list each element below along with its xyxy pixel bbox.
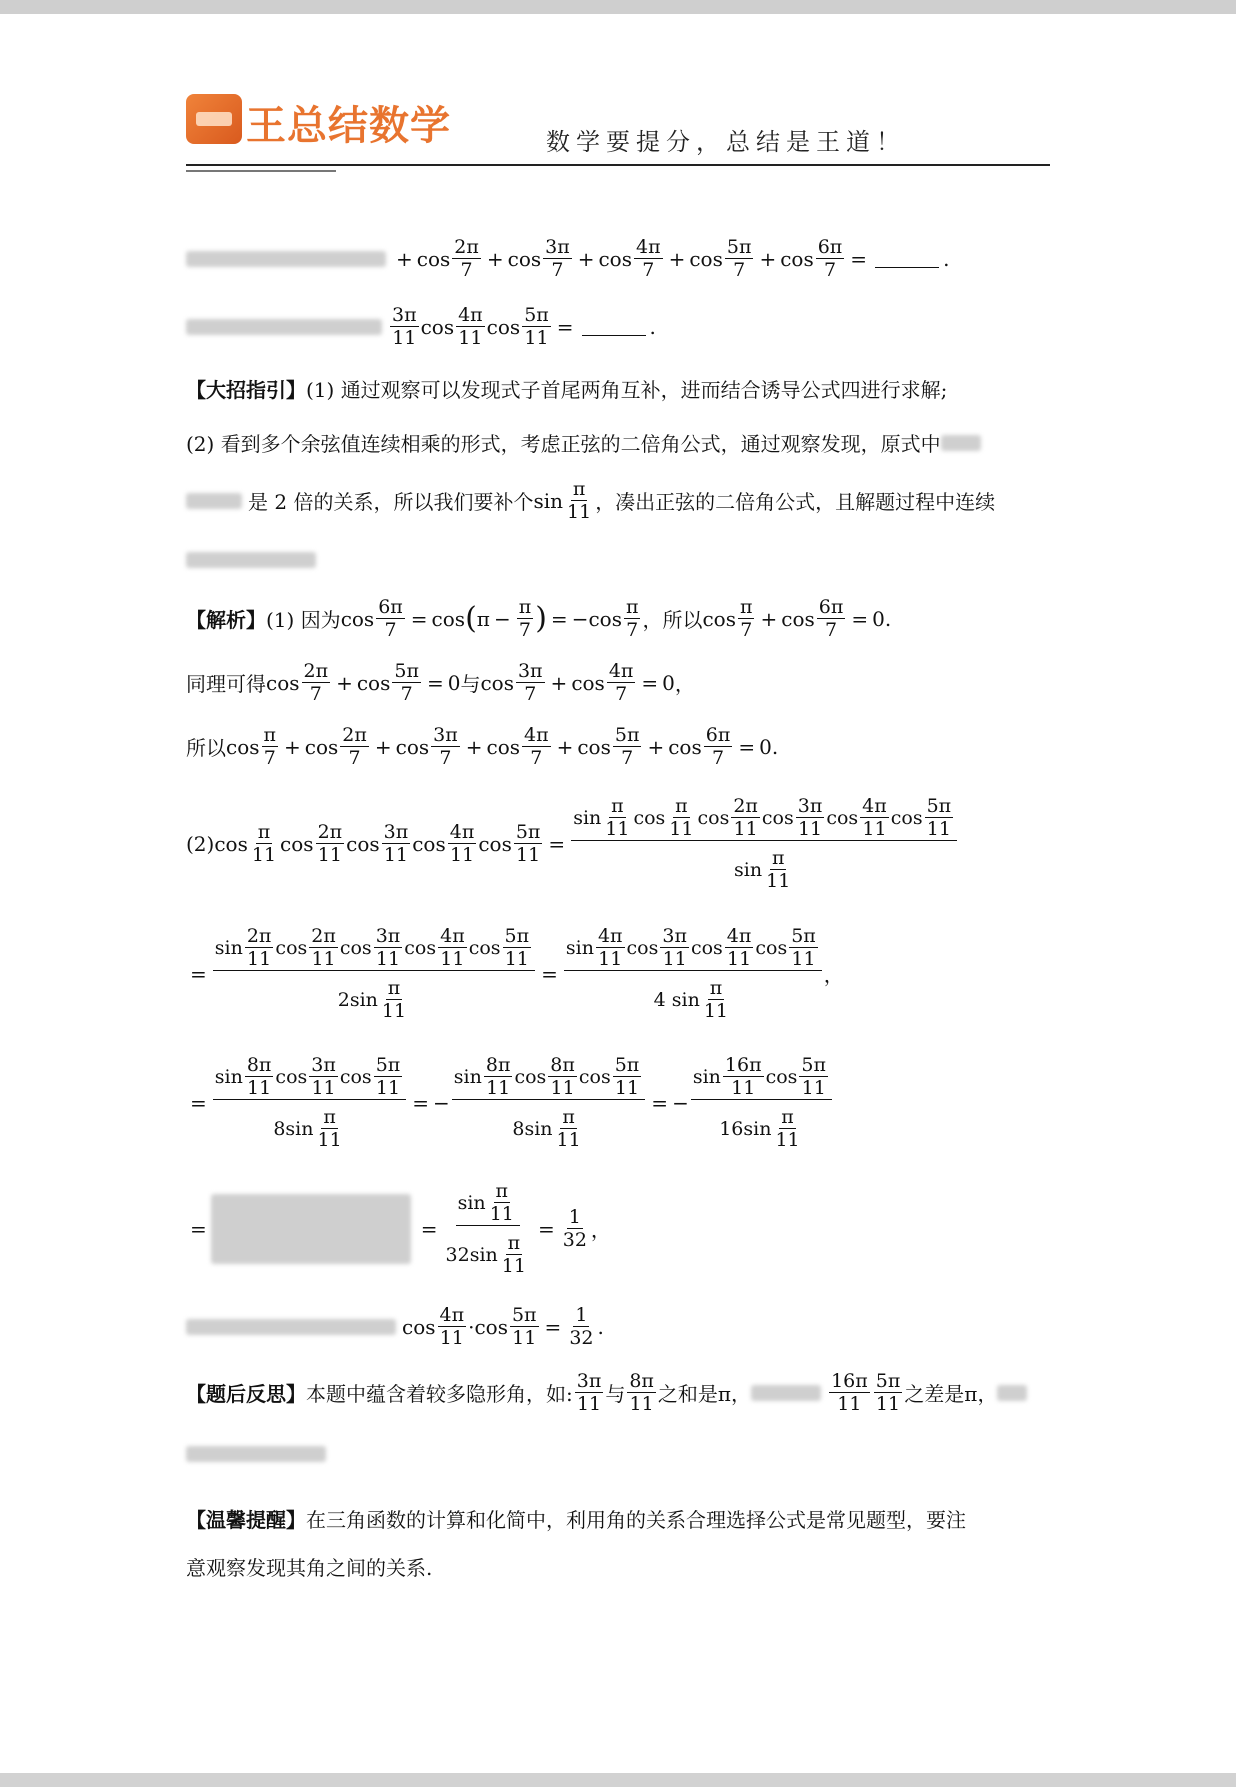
reflection-line-2: [186, 1446, 332, 1462]
blurred-text: [186, 319, 382, 335]
problem-line-2: $\frac{3\pi}{11}$ cos $\frac{4\pi}{11}$ cos $\frac{5\pi}{11}$ = .: [186, 304, 656, 349]
fraction: $\frac{4\pi}{11}$: [458, 304, 483, 349]
blurred-text: [186, 251, 386, 267]
fraction: $\frac{5\pi}{7}$: [394, 660, 419, 705]
fraction: $\frac{5\pi}{7}$: [614, 724, 640, 769]
fraction: $\frac{3\pi}{11}$: [576, 1370, 602, 1415]
blurred-text: [186, 493, 242, 509]
fraction: $\frac{3\pi}{7}$: [517, 660, 543, 705]
header-divider: [186, 164, 1050, 166]
fraction: $\frac{6\pi}{7}$: [378, 596, 403, 641]
guide-line-2: (2) 看到多个余弦值连续相乘的形式，考虑正弦的二倍角公式，通过观察发现，原式中: [186, 428, 987, 457]
logo-icon: [186, 94, 242, 144]
fraction: $\frac{6\pi}{7}$: [817, 236, 843, 281]
answer-blank: [582, 317, 646, 336]
fraction: $\frac{2\pi}{11}$: [317, 821, 343, 866]
fraction: $\frac{6\pi}{7}$: [705, 724, 731, 769]
answer-blank: [875, 249, 939, 268]
tip-line-2: 意观察发现其角之间的关系.: [186, 1556, 433, 1580]
logo-text: 王总结数学: [246, 103, 451, 149]
solution-line-4: (2) cos $\frac{\pi}{11}$ cos $\frac{2\pi}{11}$ cos $\frac{3\pi}{11}$ cos $\frac{4\pi}{11}$ cos $\frac{5\pi}{11}$ = sin $\frac{\pi}{11}$ cos $\frac{\pi}{11}$ cos $\frac{2\pi}{11}$ cos $\frac{3\pi}{11}$ cos $\frac{4\pi}{11}$ cos $\frac{5\pi}{11}$ sin $\frac{\pi}{11}$: [186, 795, 959, 892]
blurred-text: [941, 435, 981, 451]
fraction: $\frac{3\pi}{7}$: [545, 236, 570, 281]
fraction: $\frac{4\pi}{11}$: [439, 1304, 465, 1349]
fraction: $\frac{1}{32}$: [562, 1206, 587, 1251]
blurred-text: [997, 1385, 1027, 1401]
blurred-text: [186, 552, 316, 568]
fraction: $\frac{\pi}{7}$: [518, 596, 532, 641]
blurred-text: [211, 1194, 411, 1264]
page-header: [186, 92, 1050, 170]
big-fraction: sin $\frac{2\pi}{11}$ cos $\frac{2\pi}{11}$ cos $\frac{3\pi}{11}$ cos $\frac{4\pi}{11}$ cos $\frac{5\pi}{11}$ 2sin $\frac{\pi}{11}$: [213, 925, 535, 1022]
header-divider-short: [186, 170, 336, 172]
fraction: $\frac{3\pi}{7}$: [433, 724, 458, 769]
blurred-text: [751, 1385, 821, 1401]
reflection-line-1: 【题后反思】 本题中蕴含着较多隐形角，如: $\frac{3\pi}{11}$ 与 $\frac{8\pi}{11}$ 之和是π， $\frac{16\pi}{11}$ $\frac{5\pi}{11}$ 之差是π，: [186, 1370, 1033, 1415]
fraction: $\frac{1}{32}$: [569, 1304, 594, 1349]
blurred-text: [186, 1319, 396, 1335]
fraction: $\frac{8\pi}{11}$: [629, 1370, 654, 1415]
guide-line-3: 是 2 倍的关系，所以我们要补个 sin $\frac{\pi}{11}$ ，凑出正弦的二倍角公式，且解题过程中连续: [186, 478, 995, 523]
solution-line-8: cos $\frac{4\pi}{11}$ · cos $\frac{5\pi}{11}$ = $\frac{1}{32}$ .: [186, 1304, 604, 1349]
bottom-scrollbar[interactable]: [0, 1773, 1236, 1787]
solution-line-3: 所以 cos $\frac{\pi}{7}$ + cos $\frac{2\pi}{7}$ + cos $\frac{3\pi}{7}$ + cos $\frac{4\pi}{7}$ + cos $\frac{5\pi}{7}$ + cos $\frac{6\pi}{7}$ = 0 .: [186, 724, 779, 769]
big-fraction: sin $\frac{4\pi}{11}$ cos $\frac{3\pi}{11}$ cos $\frac{4\pi}{11}$ cos $\frac{5\pi}{11}$ 4 sin $\frac{\pi}{11}$: [564, 925, 822, 1022]
fraction: $\frac{4\pi}{11}$: [449, 821, 475, 866]
problem-line-1: + cos $\frac{2\pi}{7}$ + cos $\frac{3\pi}{7}$ + cos $\frac{4\pi}{7}$ + cos $\frac{5\pi}{7}$ + cos $\frac{6\pi}{7}$ = .: [186, 236, 949, 281]
fraction: $\frac{5\pi}{11}$: [511, 1304, 537, 1349]
big-fraction: sin $\frac{\pi}{11}$ 32sin $\frac{\pi}{11}$: [445, 1180, 526, 1277]
fraction: $\frac{\pi}{11}$: [567, 478, 592, 523]
fraction: $\frac{5\pi}{7}$: [726, 236, 752, 281]
fraction: $\frac{4\pi}{7}$: [636, 236, 661, 281]
big-fraction: sin $\frac{8\pi}{11}$ cos $\frac{3\pi}{11}$ cos $\frac{5\pi}{11}$ 8sin $\frac{\pi}{11}$: [213, 1054, 407, 1151]
big-fraction: sin $\frac{16\pi}{11}$ cos $\frac{5\pi}{11}$ 16sin $\frac{\pi}{11}$: [691, 1054, 832, 1151]
top-scrollbar[interactable]: [0, 0, 1236, 14]
fraction: $\frac{\pi}{7}$: [625, 596, 639, 641]
fraction: $\frac{2\pi}{7}$: [303, 660, 329, 705]
guide-line-4: [186, 552, 322, 568]
fraction: $\frac{6\pi}{7}$: [818, 596, 844, 641]
solution-tag: 【解析】: [186, 608, 266, 632]
blurred-text: [186, 1446, 326, 1462]
fraction: $\frac{2\pi}{7}$: [342, 724, 367, 769]
solution-line-7: = = sin $\frac{\pi}{11}$ 32sin $\frac{\pi}{11}$ = $\frac{1}{32}$ ，: [190, 1180, 611, 1277]
fraction: $\frac{3\pi}{11}$: [392, 304, 417, 349]
fraction: $\frac{16\pi}{11}$: [831, 1370, 868, 1415]
fraction: $\frac{\pi}{7}$: [739, 596, 753, 641]
fraction: $\frac{\pi}{11}$: [251, 821, 277, 866]
fraction: $\frac{4\pi}{7}$: [608, 660, 634, 705]
solution-line-2: 同理可得 cos $\frac{2\pi}{7}$ + cos $\frac{5\pi}{7}$ = 0 与 cos $\frac{3\pi}{7}$ + cos $\frac{4\pi}{7}$ = 0 ，: [186, 660, 695, 705]
reflection-tag: 【题后反思】: [186, 1382, 306, 1406]
fraction: $\frac{5\pi}{11}$: [515, 821, 541, 866]
header-slogan: 数学要提分，总结是王道！: [546, 128, 906, 156]
fraction: $\frac{3\pi}{11}$: [383, 821, 409, 866]
guide-tag: 【大招指引】: [186, 378, 306, 402]
solution-line-1: 【解析】 (1) 因为 cos $\frac{6\pi}{7}$ = cos ( π − $\frac{\pi}{7}$ ) = − cos $\frac{\pi}{7}$ ，所以 cos $\frac{\pi}{7}$ + cos $\frac{6\pi}{7}$ = 0 .: [186, 596, 892, 641]
big-fraction: sin $\frac{\pi}{11}$ cos $\frac{\pi}{11}$ cos $\frac{2\pi}{11}$ cos $\frac{3\pi}{11}$ cos $\frac{4\pi}{11}$ cos $\frac{5\pi}{11}$ sin $\frac{\pi}{11}$: [571, 795, 957, 892]
guide-line-1: 【大招指引】 (1) 通过观察可以发现式子首尾两角互补，进而结合诱导公式四进行求解;: [186, 374, 947, 403]
fraction: $\frac{4\pi}{7}$: [524, 724, 549, 769]
solution-line-5: = sin $\frac{2\pi}{11}$ cos $\frac{2\pi}{11}$ cos $\frac{3\pi}{11}$ cos $\frac{4\pi}{11}$ cos $\frac{5\pi}{11}$ 2sin $\frac{\pi}{11}$ = sin $\frac{4\pi}{11}$ cos $\frac{3\pi}{11}$ cos $\frac{4\pi}{11}$ cos $\frac{5\pi}{11}$ 4 sin $\frac{\pi}{11}$ ，: [190, 925, 844, 1022]
solution-line-6: = sin $\frac{8\pi}{11}$ cos $\frac{3\pi}{11}$ cos $\frac{5\pi}{11}$ 8sin $\frac{\pi}{11}$ = − sin $\frac{8\pi}{11}$ cos $\frac{8\pi}{11}$ cos $\frac{5\pi}{11}$ 8sin $\frac{\pi}{11}$ = − sin $\frac{16\pi}{11}$ cos $\frac{5\pi}{11}$ 16sin $\frac{\pi}{11}$: [186, 1054, 834, 1151]
big-fraction: sin $\frac{8\pi}{11}$ cos $\frac{8\pi}{11}$ cos $\frac{5\pi}{11}$ 8sin $\frac{\pi}{11}$: [452, 1054, 646, 1151]
fraction: $\frac{2\pi}{7}$: [454, 236, 479, 281]
fraction: $\frac{5\pi}{11}$: [524, 304, 549, 349]
fraction: $\frac{\pi}{7}$: [263, 724, 277, 769]
tip-tag: 【温馨提醒】: [186, 1508, 306, 1532]
fraction: $\frac{5\pi}{11}$: [875, 1370, 901, 1415]
tip-line-1: 【温馨提醒】 在三角函数的计算和化简中，利用角的关系合理选择公式是常见题型，要注: [186, 1504, 966, 1533]
